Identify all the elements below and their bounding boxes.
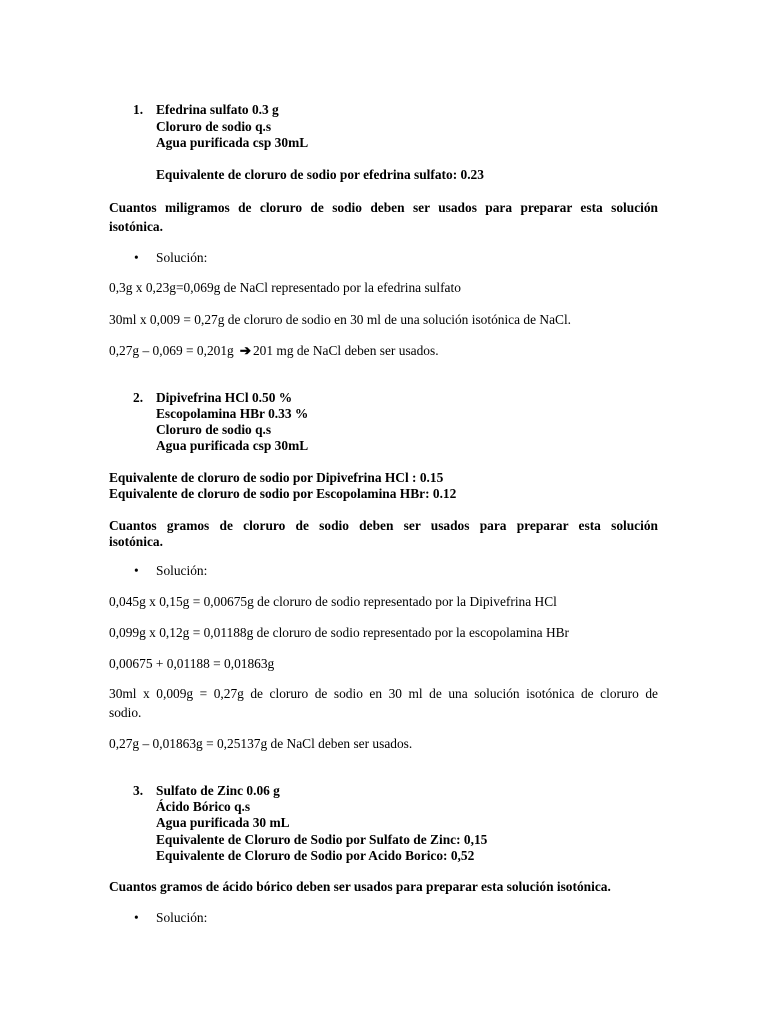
question-line: Cuantos miligramos de cloruro de sodio deben ser usados para preparar esta solución <box>109 200 658 215</box>
bullet-icon: • <box>134 250 139 265</box>
equivalent-line: Equivalente de cloruro de sodio por efedrina sulfato: 0.23 <box>156 167 484 182</box>
ingredient-line: Cloruro de sodio q.s <box>156 119 272 134</box>
question-line: isotónica. <box>109 219 163 234</box>
ingredient-line: Efedrina sulfato 0.3 g <box>156 102 279 117</box>
list-number-1: 1. <box>133 102 144 117</box>
bullet-icon: • <box>134 910 139 925</box>
solution-final <box>109 343 439 359</box>
question-line: Cuantos gramos de cloruro de sodio deben ser usados para preparar esta solución <box>109 518 658 533</box>
ingredient-line: Ácido Bórico q.s <box>156 799 251 814</box>
final-result: 201 mg de NaCl deben ser usados. <box>252 343 439 358</box>
ingredient-line: Escopolamina HBr 0.33 % <box>156 406 309 421</box>
solution-step: sodio. <box>109 705 142 720</box>
ingredient-line: Agua purificada 30 mL <box>156 815 290 830</box>
solution-label: Solución: <box>156 563 208 578</box>
ingredient-line: Agua purificada csp 30mL <box>156 135 309 150</box>
ingredient-line: Cloruro de sodio q.s <box>156 422 272 437</box>
solution-step: 0,045g x 0,15g = 0,00675g de cloruro de sodio representado por la Dipivefrina HCl <box>109 594 557 609</box>
question-line: Cuantos gramos de ácido bórico deben ser usados para preparar esta solución isotónica. <box>109 879 611 894</box>
solution-label: Solución: <box>156 910 208 925</box>
ingredient-line: Dipivefrina HCl 0.50 % <box>156 390 293 405</box>
list-number-2: 2. <box>133 390 144 405</box>
question-line: isotónica. <box>109 534 163 549</box>
solution-step: 30ml x 0,009g = 0,27g de cloruro de sodio en 30 ml de una solución isotónica de cloruro de <box>109 686 658 701</box>
equivalent-line: Equivalente de Cloruro de Sodio por Acido Borico: 0,52 <box>156 848 475 863</box>
solution-step: 0,3g x 0,23g=0,069g de NaCl representado por la efedrina sulfato <box>109 280 461 295</box>
equivalent-line: Equivalente de cloruro de sodio por Dipivefrina HCl : 0.15 <box>109 470 444 485</box>
arrow-right-icon: ➔ <box>239 343 251 358</box>
list-number-3: 3. <box>133 783 144 798</box>
solution-step: 0,099g x 0,12g = 0,01188g de cloruro de sodio representado por la escopolamina HBr <box>109 625 570 640</box>
solution-label: Solución: <box>156 250 208 265</box>
solution-final: 0,27g – 0,01863g = 0,25137g de NaCl deben ser usados. <box>109 736 413 751</box>
bullet-icon: • <box>134 563 139 578</box>
final-calculation: 0,27g – 0,069 = 0,201g <box>109 343 234 358</box>
solution-step: 30ml x 0,009 = 0,27g de cloruro de sodio en 30 ml de una solución isotónica de NaCl. <box>109 312 572 327</box>
ingredient-line: Sulfato de Zinc 0.06 g <box>156 783 280 798</box>
solution-step: 0,00675 + 0,01188 = 0,01863g <box>109 656 275 671</box>
equivalent-line: Equivalente de Cloruro de Sodio por Sulfato de Zinc: 0,15 <box>156 832 488 847</box>
equivalent-line: Equivalente de cloruro de sodio por Escopolamina HBr: 0.12 <box>109 486 457 501</box>
ingredient-line: Agua purificada csp 30mL <box>156 438 309 453</box>
